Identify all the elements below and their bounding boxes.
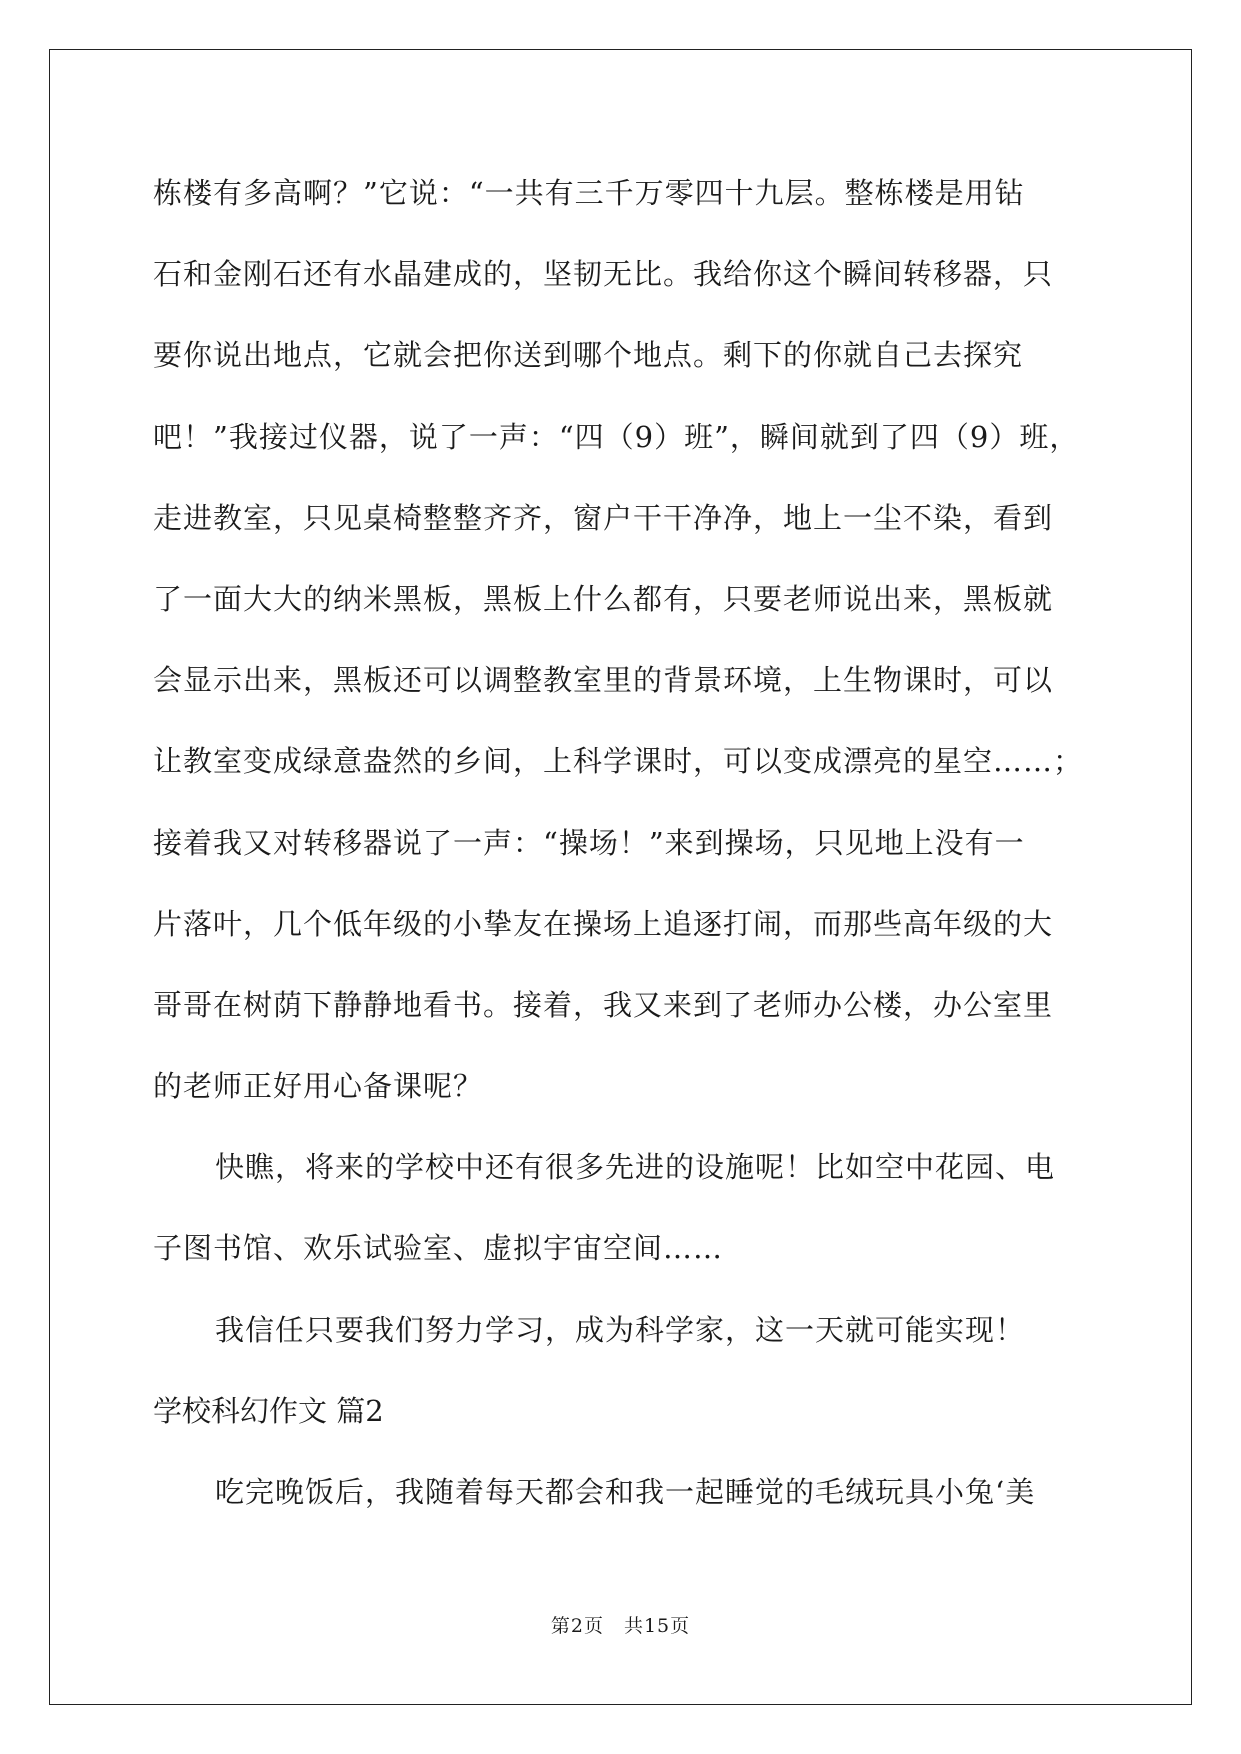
page-number-footer: 第2页 共15页 bbox=[550, 1615, 691, 1637]
text-line: 栋楼有多高啊？”它说：“一共有三千万零四十九层。整栋楼是用钻 bbox=[153, 176, 1025, 210]
paragraph-start: 快瞧，将来的学校中还有很多先进的设施呢！比如空中花园、电 bbox=[215, 1150, 1056, 1185]
paragraph-start: 吃完晚饭后，我随着每天都会和我一起睡觉的毛绒玩具小兔‘美 bbox=[215, 1475, 1036, 1509]
section-heading: 学校科幻作文 篇2 bbox=[153, 1393, 384, 1428]
text-line: 石和金刚石还有水晶建成的，坚韧无比。我给你这个瞬间转移器，只 bbox=[153, 257, 1054, 292]
text-line: 子图书馆、欢乐试验室、虚拟宇宙空间…… bbox=[153, 1231, 724, 1266]
paragraph-start: 我信任只要我们努力学习，成为科学家，这一天就可能实现！ bbox=[215, 1312, 1026, 1347]
document-body bbox=[153, 158, 1088, 1538]
text-line: 走进教室，只见桌椅整整齐齐，窗户干干净净，地上一尘不染，看到 bbox=[153, 500, 1054, 535]
text-line: 要你说出地点，它就会把你送到哪个地点。剩下的你就自己去探究 bbox=[153, 338, 1024, 373]
text-line: 片落叶，几个低年级的小挚友在操场上追逐打闹，而那些高年级的大 bbox=[153, 906, 1054, 941]
text-line: 吧！”我接过仪器，说了一声：“四（9）班”，瞬间就到了四（9）班， bbox=[153, 419, 1080, 454]
text-line: 会显示出来，黑板还可以调整教室里的背景环境，上生物课时，可以 bbox=[153, 663, 1054, 698]
text-line: 了一面大大的纳米黑板，黑板上什么都有，只要老师说出来，黑板就 bbox=[153, 581, 1054, 616]
text-line: 让教室变成绿意盎然的乡间，上科学课时，可以变成漂亮的星空……； bbox=[153, 744, 1084, 779]
text-line: 哥哥在树荫下静静地看书。接着，我又来到了老师办公楼，办公室里 bbox=[153, 987, 1054, 1022]
text-line: 的老师正好用心备课呢？ bbox=[153, 1069, 484, 1104]
text-line: 接着我又对转移器说了一声：“操场！”来到操场，只见地上没有一 bbox=[153, 825, 1025, 860]
